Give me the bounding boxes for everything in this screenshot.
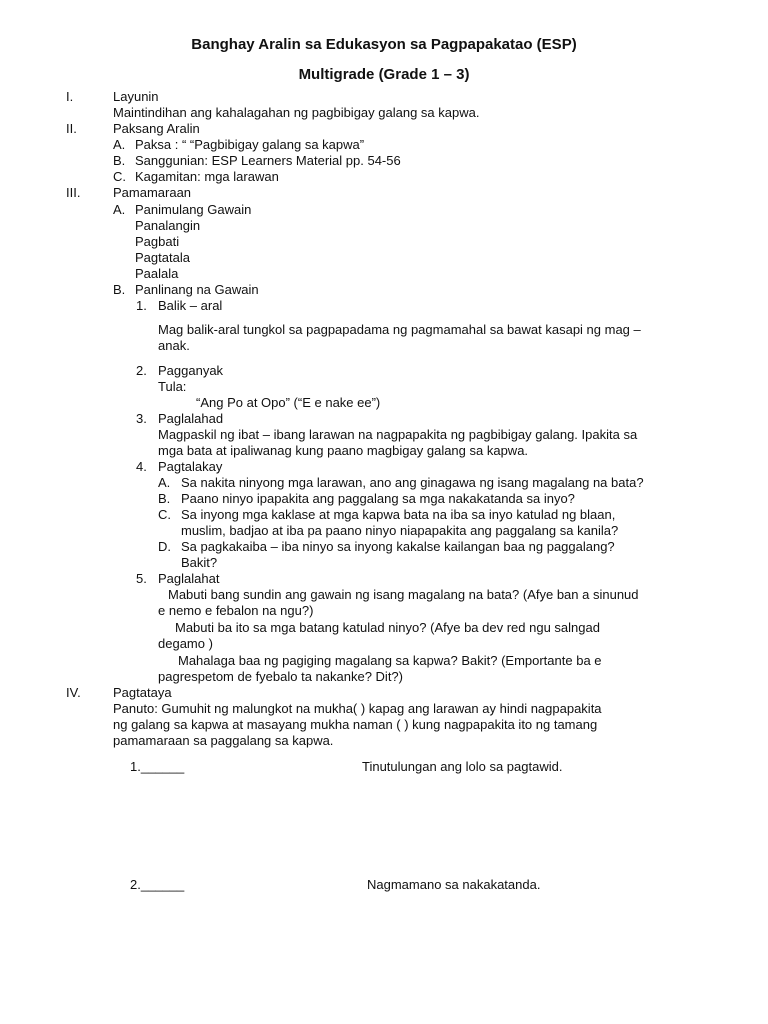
section-1-heading: Layunin [113, 89, 159, 104]
procedure-b-heading: Panlinang na Gawain [135, 282, 259, 297]
procedure-a-letter: A. [113, 202, 126, 217]
section-3-heading: Pamamaraan [113, 185, 192, 200]
question-text: muslim, badjao at iba pa paano ninyo niapapakita ang paggalang sa kanila? [181, 523, 619, 538]
generalization-text: Mabuti bang sundin ang gawain ng isang magalang na bata? (Afye ban a sinunud [168, 587, 639, 602]
generalization-text: e nemo e febalon na ngu?) [158, 603, 314, 618]
objective-text: Maintindihan ang kahalagahan ng pagbibigay galang sa kapwa. [113, 105, 480, 120]
question-letter: A. [158, 475, 171, 490]
subject-item-letter: B. [113, 153, 126, 168]
section-4-number: IV. [66, 685, 81, 700]
procedure-b-letter: B. [113, 282, 126, 297]
answer-blank: 1.______ [130, 759, 185, 774]
list-item: Pagtatala [135, 250, 190, 265]
subject-item: Paksa : “ “Pagbibigay galang sa kapwa” [135, 137, 365, 152]
subject-item-letter: C. [113, 169, 126, 184]
subject-item: Sanggunian: ESP Learners Material pp. 54-56 [135, 153, 401, 168]
list-item: Panalangin [135, 218, 201, 233]
section-2-number: II. [66, 121, 77, 136]
question-letter: D. [158, 539, 171, 554]
step-number: 1. [136, 298, 147, 313]
step-text: Magpaskil ng ibat – ibang larawan na nagpapakita ng pagbibigay galang. Ipakita sa [158, 427, 638, 442]
assessment-item: Tinutulungan ang lolo sa pagtawid. [362, 759, 563, 774]
question-text: Sa inyong mga kaklase at mga kapwa bata na iba sa inyo katulad ng blaan, [181, 507, 616, 522]
question-text: Sa nakita ninyong mga larawan, ano ang ginagawa ng isang magalang na bata? [181, 475, 644, 490]
section-1-number: I. [66, 89, 74, 104]
document-subtitle: Multigrade (Grade 1 – 3) [298, 66, 470, 83]
step-heading: Pagganyak [158, 363, 224, 378]
generalization-text: degamo ) [158, 636, 213, 651]
generalization-text: Mabuti ba ito sa mga batang katulad ninyo? (Afye ba dev red ngu salngad [175, 620, 600, 635]
step-text: Tula: [158, 379, 187, 394]
document-title: Banghay Aralin sa Edukasyon sa Pagpapakatao (ESP) [191, 36, 577, 53]
step-heading: Balik – aral [158, 298, 223, 313]
step-number: 4. [136, 459, 147, 474]
question-text: Paano ninyo ipapakita ang paggalang sa mga nakakatanda sa inyo? [181, 491, 575, 506]
step-number: 3. [136, 411, 147, 426]
question-text: Sa pagkakaiba – iba ninyo sa inyong kakalse kailangan baa ng paggalang? [181, 539, 615, 554]
step-text: anak. [158, 338, 190, 353]
generalization-text: pagrespetom de fyebalo ta nakanke? Dit?) [158, 669, 403, 684]
step-text: mga bata at ipaliwanag kung paano magbigay galang sa kapwa. [158, 443, 529, 458]
instruction-text: ng galang sa kapwa at masayang mukha naman ( ) kung nagpapakita ito ng tamang [113, 717, 598, 732]
procedure-a-heading: Panimulang Gawain [135, 202, 252, 217]
step-number: 2. [136, 363, 147, 378]
instruction-text: Panuto: Gumuhit ng malungkot na mukha( ) kapag ang larawan ay hindi nagpapakita [113, 701, 602, 716]
section-4-heading: Pagtataya [113, 685, 172, 700]
subject-item-letter: A. [113, 137, 126, 152]
step-text: Mag balik-aral tungkol sa pagpapadama ng pagmamahal sa bawat kasapi ng mag – [158, 322, 641, 337]
question-text: Bakit? [181, 555, 218, 570]
list-item: Pagbati [135, 234, 180, 249]
poem-title: “Ang Po at Opo” (“E e nake ee”) [196, 395, 381, 410]
list-item: Paalala [135, 266, 179, 281]
question-letter: C. [158, 507, 171, 522]
question-letter: B. [158, 491, 171, 506]
section-3-number: III. [66, 185, 81, 200]
section-2-heading: Paksang Aralin [113, 121, 200, 136]
answer-blank: 2.______ [130, 877, 185, 892]
step-number: 5. [136, 571, 147, 586]
step-heading: Paglalahat [158, 571, 220, 586]
generalization-text: Mahalaga baa ng pagiging magalang sa kapwa? Bakit? (Emportante ba e [178, 653, 602, 668]
step-heading: Pagtalakay [158, 459, 223, 474]
subject-item: Kagamitan: mga larawan [135, 169, 279, 184]
instruction-text: pamamaraan sa paggalang sa kapwa. [113, 733, 334, 748]
assessment-item: Nagmamano sa nakakatanda. [367, 877, 541, 892]
step-heading: Paglalahad [158, 411, 224, 426]
